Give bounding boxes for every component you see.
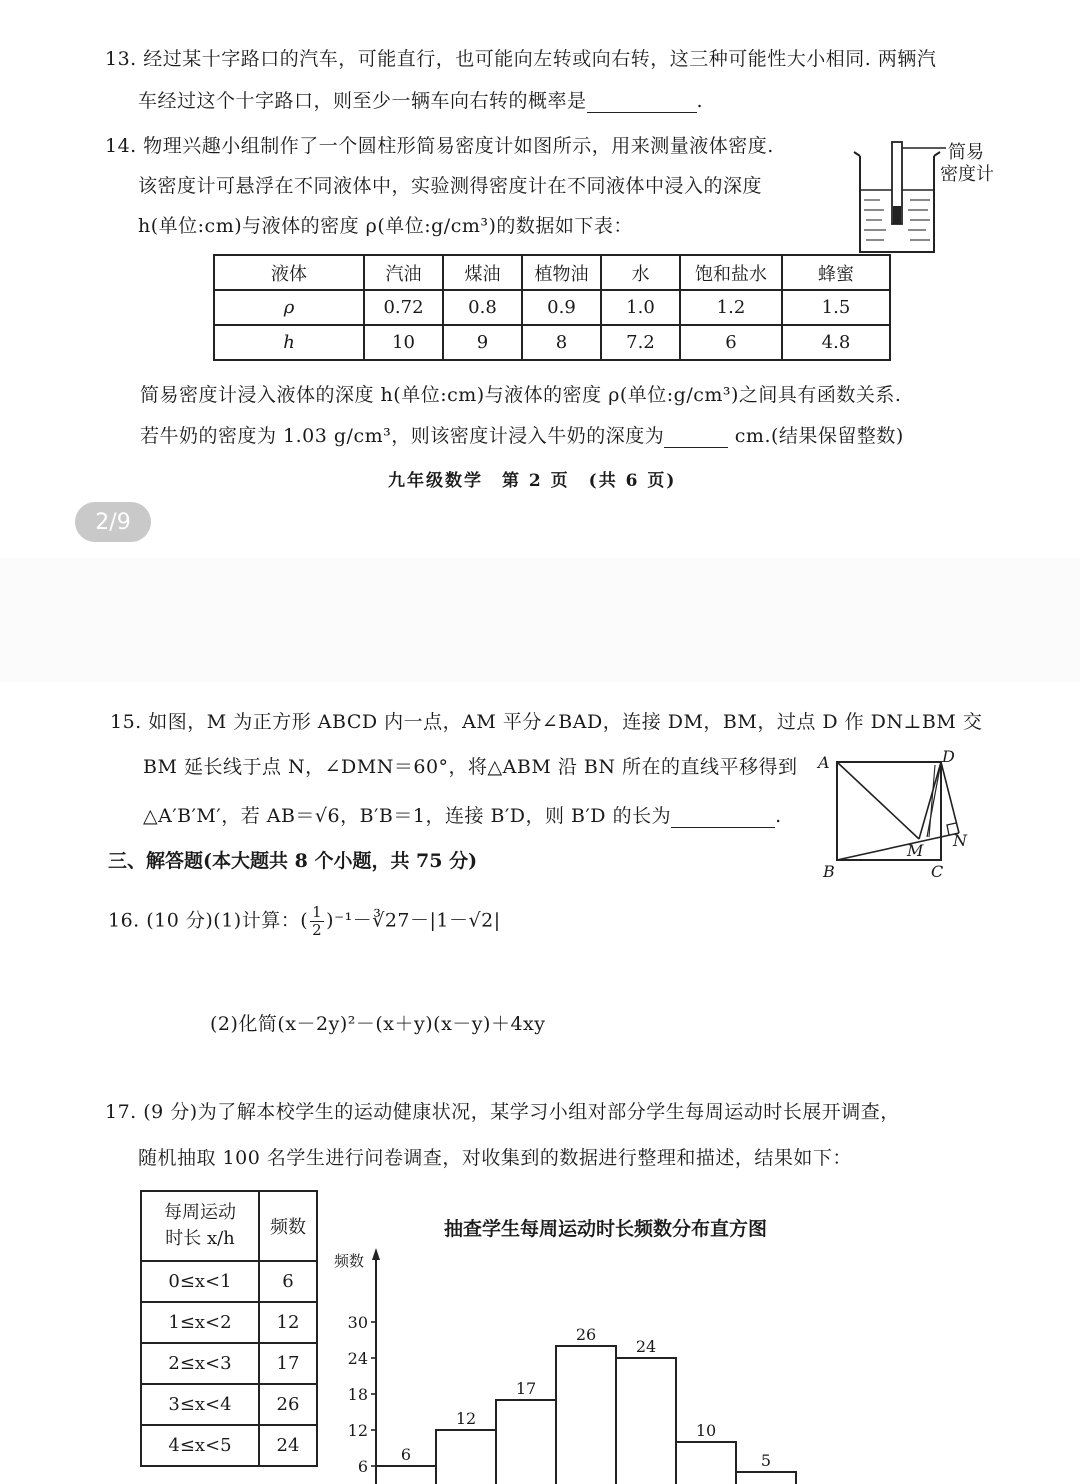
q14-line1: 14. 物理兴趣小组制作了一个圆柱形简易密度计如图所示，用来测量液体密度. — [105, 135, 774, 157]
q15-tail: . — [775, 805, 782, 827]
density-meter-figure — [850, 134, 1010, 258]
table-header-cell: 水 — [601, 255, 680, 290]
y-tick-label: 12 — [347, 1421, 368, 1440]
q16-fraction-denominator: 2 — [312, 921, 323, 939]
table-cell: 0.9 — [522, 290, 601, 325]
histogram-bar — [616, 1358, 676, 1484]
q14-line5-unit: cm.(结果保留整数) — [734, 425, 904, 447]
q14-answer-blank[interactable] — [664, 425, 728, 448]
bar-value-label: 10 — [695, 1421, 717, 1440]
table-cell: 17 — [259, 1343, 317, 1384]
table-cell: 7.2 — [601, 325, 680, 360]
header-line: 每周运动 — [164, 1202, 236, 1223]
histogram-bar — [676, 1442, 736, 1484]
table-header-cell — [141, 1191, 259, 1261]
table-cell: 6 — [680, 325, 782, 360]
table-cell: 1≤x<2 — [141, 1302, 259, 1343]
q15-answer-blank[interactable] — [671, 805, 775, 828]
y-tick-label: 30 — [347, 1313, 368, 1332]
density-meter-label-2: 密度计 — [940, 164, 994, 185]
q13-line2 — [138, 86, 703, 113]
histogram-bars — [376, 1325, 796, 1484]
table-cell: 10 — [364, 325, 443, 360]
table-cell: 4≤x<5 — [141, 1425, 259, 1466]
q14-line2: 该密度计可悬浮在不同液体中，实验测得密度计在不同液体中浸入的深度 — [138, 175, 763, 197]
density-table-h-row — [214, 325, 890, 360]
q15-line3 — [143, 801, 782, 828]
table-header-cell: 汽油 — [364, 255, 443, 290]
label-B: B — [823, 862, 835, 881]
table-cell: 4.8 — [782, 325, 890, 360]
square-geometry-figure — [815, 745, 990, 885]
table-cell: 1.0 — [601, 290, 680, 325]
table-row-label: ρ — [214, 290, 364, 325]
histogram-chart — [320, 1240, 840, 1484]
table-cell: 12 — [259, 1302, 317, 1343]
table-header-cell: 蜂蜜 — [782, 255, 890, 290]
y-tick-label: 18 — [347, 1385, 368, 1404]
chart-title: 抽查学生每周运动时长频数分布直方图 — [444, 1218, 768, 1240]
bar-value-label: 26 — [575, 1325, 597, 1344]
q15-line1: 15. 如图，M 为正方形 ABCD 内一点，AM 平分∠BAD，连接 DM，BM，过点 D 作 DN⊥BM 交 — [110, 711, 983, 733]
table-cell: 0.72 — [364, 290, 443, 325]
label-A: A — [818, 753, 830, 772]
section-3-heading: 三、解答题(本大题共 8 个小题，共 75 分) — [108, 850, 478, 872]
density-table-rho-row — [214, 290, 890, 325]
table-cell: 8 — [522, 325, 601, 360]
q13-answer-blank[interactable] — [587, 90, 697, 113]
table-cell: 0≤x<1 — [141, 1261, 259, 1302]
q13-line1: 13. 经过某十字路口的汽车，可能直行，也可能向左转或向右转，这三种可能性大小相同. 两辆汽 — [105, 48, 937, 70]
q14-line5 — [140, 421, 904, 448]
bar-value-label: 5 — [760, 1451, 772, 1470]
bar-value-label: 6 — [400, 1445, 412, 1464]
q14-line4: 简易密度计浸入液体的深度 h(单位:cm)与液体的密度 ρ(单位:g/cm³)之间具有函数关系. — [140, 384, 902, 406]
histogram-bar — [436, 1430, 496, 1484]
label-C: C — [931, 862, 944, 881]
page-gap — [0, 558, 1080, 682]
y-tick-label: 6 — [357, 1457, 368, 1476]
q17-line1: 17. (9 分)为了解本校学生的运动健康状况，某学习小组对部分学生每周运动时长展开调查， — [105, 1101, 900, 1123]
table-header-cell: 液体 — [214, 255, 364, 290]
header-line: 时长 x/h — [165, 1228, 235, 1249]
histogram-bar — [736, 1472, 796, 1484]
y-axis-ticks — [348, 1313, 376, 1476]
table-cell: 0.8 — [443, 290, 522, 325]
page-footer: 九年级数学 第 2 页 (共 6 页) — [388, 471, 677, 491]
table-header-cell: 饱和盐水 — [680, 255, 782, 290]
table-row — [141, 1343, 317, 1384]
table-row — [141, 1384, 317, 1425]
y-axis-label: 频数 — [334, 1252, 365, 1270]
density-meter-label-1: 简易 — [948, 142, 984, 163]
label-D: D — [942, 747, 955, 766]
bar-value-label: 24 — [635, 1337, 657, 1356]
table-row-label: h — [214, 325, 364, 360]
table-header-cell: 频数 — [259, 1191, 317, 1261]
q14-line5-text: 若牛奶的密度为 1.03 g/cm³，则该密度计浸入牛奶的深度为 — [140, 425, 665, 447]
table-row — [141, 1261, 317, 1302]
histogram-bar — [556, 1346, 616, 1484]
table-header-cell: 植物油 — [522, 255, 601, 290]
q17-line2: 随机抽取 100 名学生进行问卷调查，对收集到的数据进行整理和描述，结果如下： — [138, 1147, 852, 1169]
q15-line3-text: △A′B′M′，若 AB＝√6，B′B＝1，连接 B′D，则 B′D 的长为 — [143, 805, 672, 827]
histogram-bar — [376, 1466, 436, 1484]
frequency-table — [140, 1190, 318, 1467]
q14-line3: h(单位:cm)与液体的密度 ρ(单位:g/cm³)的数据如下表： — [138, 215, 633, 237]
table-cell: 6 — [259, 1261, 317, 1302]
q13-line2-text: 车经过这个十字路口，则至少一辆车向右转的概率是 — [138, 90, 587, 112]
density-table — [213, 254, 891, 361]
q16-fraction-numerator: 1 — [312, 903, 323, 921]
histogram-bar — [496, 1400, 556, 1484]
table-header-cell: 煤油 — [443, 255, 522, 290]
table-cell: 2≤x<3 — [141, 1343, 259, 1384]
frequency-table-header-row — [141, 1191, 317, 1261]
y-tick-label: 24 — [347, 1349, 368, 1368]
y-axis-arrow — [372, 1248, 380, 1260]
table-cell: 1.2 — [680, 290, 782, 325]
q13-tail: . — [696, 90, 704, 112]
q15-line2: BM 延长线于点 N，∠DMN＝60°，将△ABM 沿 BN 所在的直线平移得到 — [143, 756, 798, 778]
q16-part1 — [108, 904, 501, 939]
table-cell: 3≤x<4 — [141, 1384, 259, 1425]
table-cell: 9 — [443, 325, 522, 360]
q16-fraction — [310, 904, 324, 939]
label-N: N — [953, 831, 967, 850]
density-table-header-row — [214, 255, 890, 290]
label-M: M — [907, 841, 924, 860]
page-indicator-badge: 2/9 — [75, 502, 151, 542]
bar-value-label: 17 — [515, 1379, 537, 1398]
table-row — [141, 1302, 317, 1343]
bar-value-label: 12 — [455, 1409, 477, 1428]
table-cell: 24 — [259, 1425, 317, 1466]
q16-part1-prefix: 16. (10 分)(1)计算：( — [108, 909, 309, 932]
table-cell: 26 — [259, 1384, 317, 1425]
q16-part2: (2)化简(x－2y)²－(x＋y)(x－y)＋4xy — [210, 1013, 546, 1035]
table-row — [141, 1425, 317, 1466]
q16-part1-rest: )⁻¹－∛27－|1－√2| — [326, 909, 501, 932]
table-cell: 1.5 — [782, 290, 890, 325]
